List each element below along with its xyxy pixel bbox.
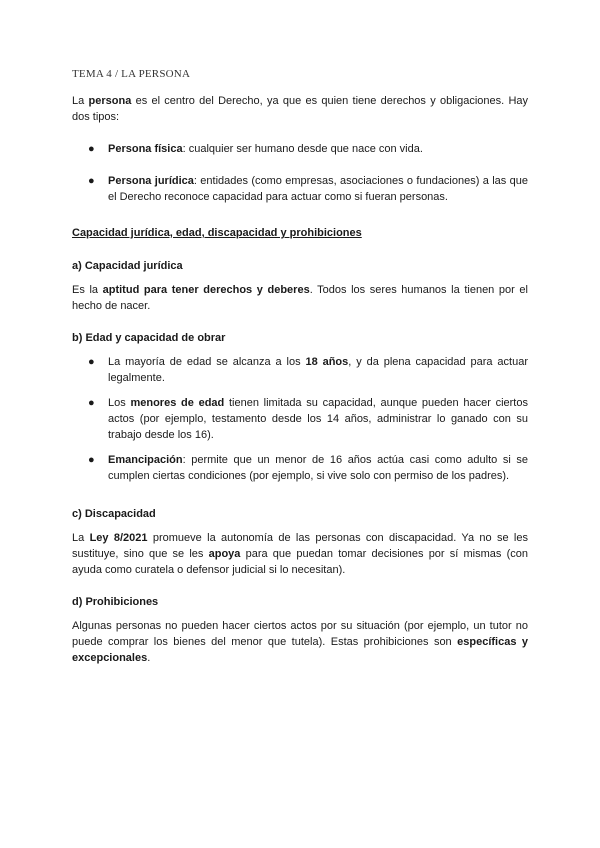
- list-item-text-end: : permite que un menor de 16 años actúa casi como adulto si se cumplen ciertas condiciones (por ejemplo, si vive solo con permiso de los padres).: [108, 454, 528, 482]
- section-title: Capacidad jurídica, edad, discapacidad y prohibiciones: [72, 227, 362, 239]
- prohibiciones-heading: d) Prohibiciones: [72, 596, 159, 608]
- prohibiciones-text-end: .: [147, 652, 151, 664]
- page-title: TEMA 4 / LA PERSONA: [72, 68, 191, 80]
- intro-text-end: es el centro del Derecho, ya que es quien tiene derechos y obligaciones. Hay dos tipos:: [72, 95, 529, 123]
- list-item-bold: menores de edad: [130, 397, 225, 409]
- list-item-text-end: , y da plena capacidad para actuar legalmente.: [108, 356, 529, 384]
- edad-heading: b) Edad y capacidad de obrar: [72, 332, 226, 344]
- capacidad-paragraph: [72, 282, 528, 314]
- bullet-icon: ●: [88, 356, 95, 368]
- discapacidad-heading: c) Discapacidad: [72, 508, 156, 520]
- capacidad-text: Es la: [72, 284, 103, 296]
- discapacidad-paragraph: [72, 530, 528, 578]
- discapacidad-text: La: [72, 532, 90, 544]
- capacidad-heading: a) Capacidad jurídica: [72, 260, 183, 272]
- intro-bold: persona: [88, 95, 132, 107]
- list-item-text: : cualquier ser humano desde que nace con vida.: [182, 143, 423, 155]
- list-item-bold: Persona física: [108, 143, 183, 155]
- list-item-text: La mayoría de edad se alcanza a los: [108, 356, 306, 368]
- intro-text: La: [72, 95, 89, 107]
- list-item-bold: 18 años: [305, 356, 349, 368]
- capacidad-text-end: . Todos los seres humanos la tienen por el hecho de nacer.: [72, 284, 528, 312]
- edad-list: [72, 354, 528, 484]
- discapacidad-text-end: para que puedan tomar decisiones por sí mismas (con ayuda como curatela o defensor judicial si lo necesitan).: [72, 548, 528, 576]
- bullet-icon: ●: [88, 143, 95, 155]
- list-item: [72, 354, 528, 386]
- list-item: [72, 452, 528, 484]
- list-item-text: : entidades (como empresas, asociaciones o fundaciones) a las que el Derecho reconoce capacidad para actuar como si fueran personas.: [108, 175, 528, 203]
- list-item-text-end: tienen limitada su capacidad, aunque pueden hacer ciertos actos (por ejemplo, testamento desde los 14 años, administrar lo ganado con su trabajo desde los 16).: [108, 397, 528, 441]
- discapacidad-text-mid: promueve la autonomía de las personas con discapacidad. Ya no se les sustituye, sino que se les: [72, 532, 528, 560]
- intro-paragraph: [72, 93, 528, 125]
- discapacidad-bold-apoya: apoya: [208, 548, 241, 560]
- list-item-text: Los: [108, 397, 131, 409]
- list-item-bold: Persona jurídica: [108, 175, 194, 187]
- list-item: [72, 395, 528, 443]
- bullet-icon: ●: [88, 454, 95, 466]
- document-page: [72, 66, 528, 666]
- list-item-bold: Emancipación: [108, 454, 183, 466]
- list-item: [72, 141, 528, 157]
- discapacidad-bold-law: Ley 8/2021: [89, 532, 148, 544]
- person-types-list: [72, 141, 528, 205]
- prohibiciones-text: Algunas personas no pueden hacer ciertos actos por su situación (por ejemplo, un tutor no puede comprar los bienes del menor que tutela). Estas prohibiciones son: [72, 620, 528, 648]
- prohibiciones-bold: específicas y excepcionales: [72, 636, 528, 664]
- list-item: [72, 173, 528, 205]
- prohibiciones-paragraph: [72, 618, 528, 666]
- bullet-icon: ●: [88, 175, 95, 187]
- bullet-icon: ●: [88, 397, 95, 409]
- capacidad-bold: aptitud para tener derechos y deberes: [102, 284, 310, 296]
